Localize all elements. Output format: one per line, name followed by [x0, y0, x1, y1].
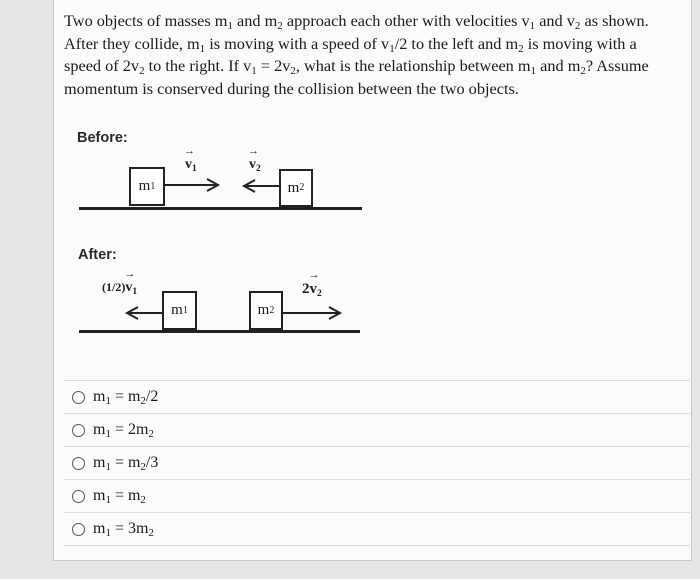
- choice-label-4: $m_1 = m_2$: [93, 487, 146, 506]
- question-line-1: Two objects of masses $m_1$ and $m_2$ approach each other with velocities $v_1$ and $v_2$ as shown.: [64, 11, 649, 32]
- after-v1-arrow: [126, 307, 164, 319]
- answer-choices: [64, 380, 690, 546]
- question-line-2: After they collide, $m_1$ is moving with a speed of $v_1/2$ to the left and $m_2$ is moving with a: [64, 33, 637, 55]
- before-block-m2: m 2: [279, 169, 313, 207]
- choice-label-2: $m_1 = 2m_2$: [93, 421, 154, 440]
- radio-button-1[interactable]: [72, 391, 85, 404]
- choice-option-4[interactable]: [64, 479, 690, 512]
- choice-option-5[interactable]: [64, 512, 690, 546]
- after-v1-label: $(1/2)\to v_1$: [102, 280, 137, 296]
- after-label: After:: [78, 247, 117, 263]
- before-v1-label: → $v_1$: [185, 157, 197, 173]
- choice-option-1[interactable]: [64, 380, 690, 413]
- choice-option-2[interactable]: [64, 413, 690, 446]
- radio-button-3[interactable]: [72, 457, 85, 470]
- choice-option-3[interactable]: [64, 446, 690, 479]
- after-v2-arrow: [281, 307, 343, 319]
- after-ground: [79, 330, 360, 333]
- radio-button-4[interactable]: [72, 490, 85, 503]
- choice-label-1: $m_1 = m_2/2$: [93, 388, 159, 407]
- question-line-4: momentum is conserved during the collision between the two objects.: [64, 78, 519, 98]
- before-v1-arrow: [163, 179, 223, 191]
- before-v2-arrow: [243, 180, 281, 192]
- radio-button-2[interactable]: [72, 424, 85, 437]
- radio-button-5[interactable]: [72, 523, 85, 536]
- before-block-m1: m 1: [129, 167, 165, 206]
- question-line-3: speed of $2v_2$ to the right. If $v_1 = 2v_2$, what is the relationship between $m_1$ and $m_2$? Assume: [64, 56, 649, 77]
- after-v2-label: $2\to v_2$: [302, 281, 322, 298]
- before-ground: [79, 207, 362, 210]
- choice-label-3: $m_1 = m_2/3$: [93, 454, 159, 473]
- after-block-m2: m 2: [249, 291, 283, 330]
- before-v2-label: → $v_2$: [249, 157, 261, 173]
- choice-label-5: $m_1 = 3m_2$: [93, 520, 154, 539]
- question-text: [64, 10, 674, 100]
- after-block-m1: m 1: [162, 291, 197, 330]
- before-label: Before:: [77, 130, 128, 146]
